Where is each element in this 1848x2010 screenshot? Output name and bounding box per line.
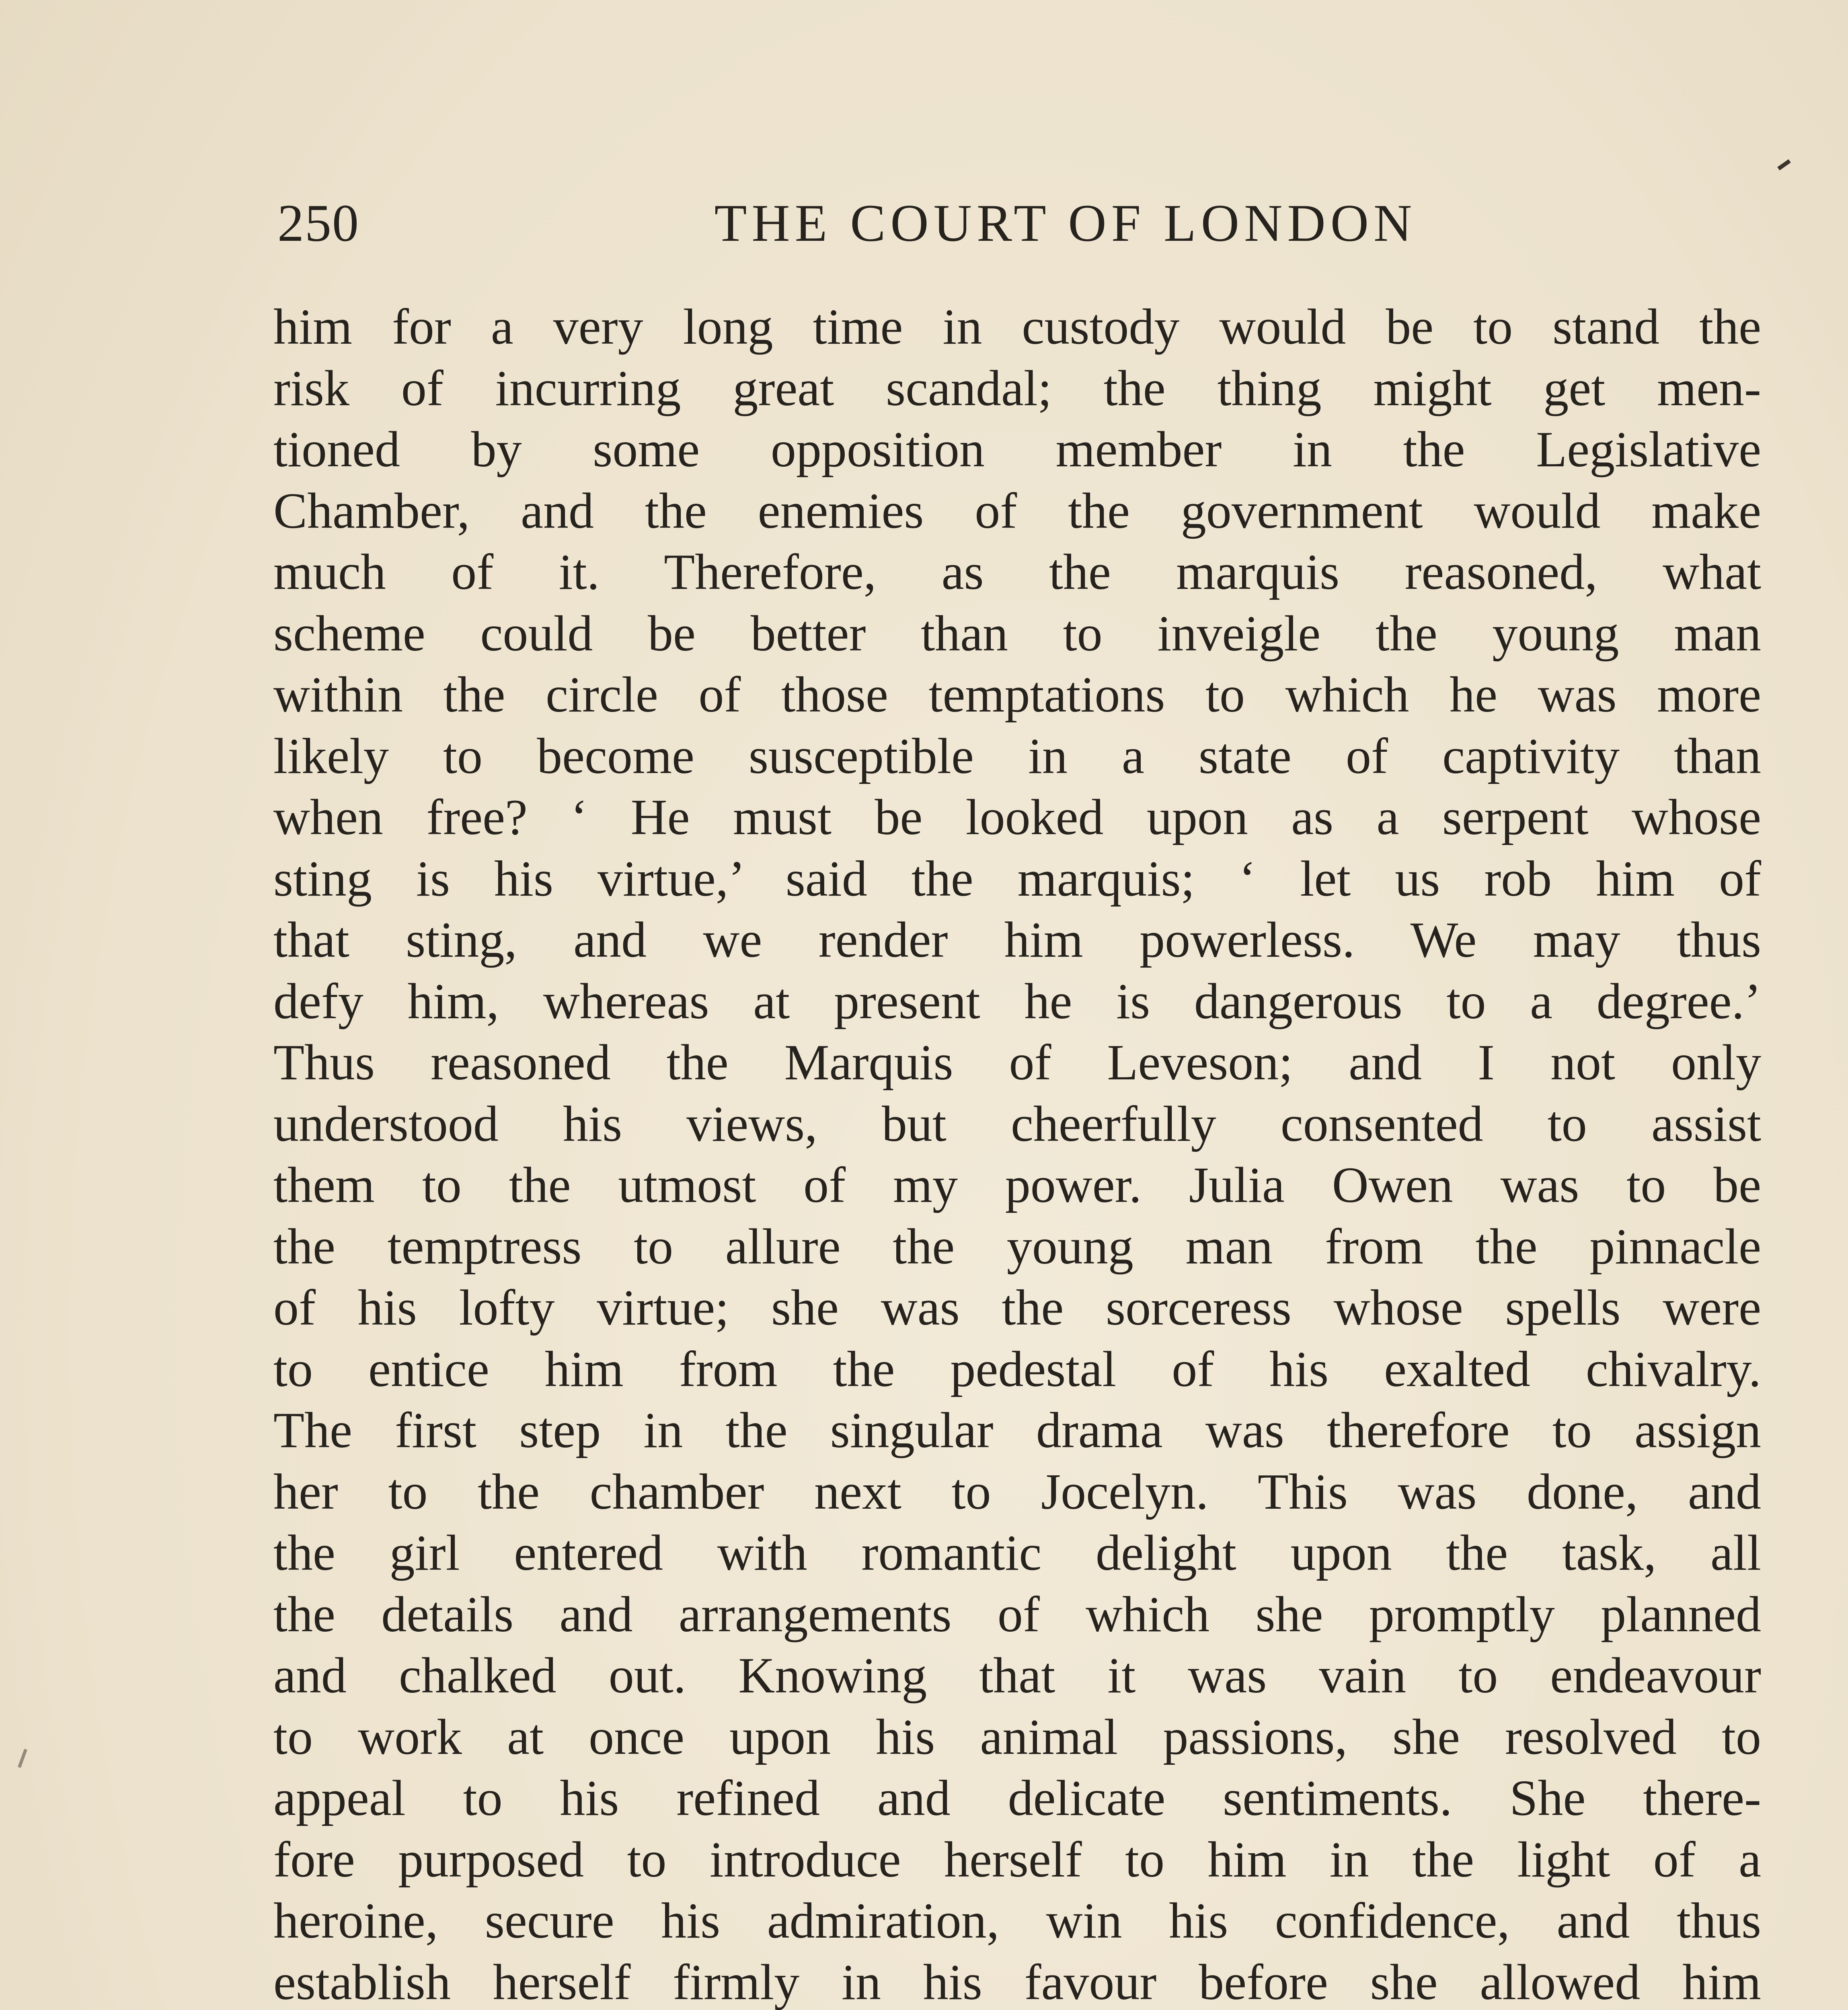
text-line: him for a very long time in custody would be to stand the — [273, 299, 1761, 355]
text-line: to work at once upon his animal passions, she resolved to — [273, 1709, 1761, 1765]
text-line: heroine, secure his admiration, win his confidence, and thus — [273, 1893, 1761, 1949]
text-line: the details and arrangements of which she promptly planned — [273, 1586, 1761, 1643]
text-line: fore purposed to introduce herself to him in the light of a — [273, 1832, 1761, 1888]
text-line: the girl entered with romantic delight upon the task, all — [273, 1525, 1761, 1581]
text-line: tioned by some opposition member in the Legislative — [273, 422, 1761, 478]
text-line: likely to become susceptible in a state of captivity than — [273, 728, 1761, 784]
text-line: defy him, whereas at present he is dangerous to a degree.’ — [273, 973, 1761, 1030]
text-line: appeal to his refined and delicate sentiments. She there- — [273, 1770, 1761, 1826]
text-line: understood his views, but cheerfully consented to assist — [273, 1096, 1761, 1152]
page-number: 250 — [277, 193, 359, 252]
text-line: establish herself firmly in his favour before she allowed him — [273, 1954, 1761, 2010]
text-line: the temptress to allure the young man from the pinnacle — [273, 1218, 1761, 1275]
text-line: of his lofty virtue; she was the sorceress whose spells were — [273, 1280, 1761, 1336]
page-header — [277, 189, 1817, 257]
stray-ink-mark — [18, 1749, 27, 1768]
text-line: them to the utmost of my power. Julia Owen was to be — [273, 1157, 1761, 1213]
text-line: within the circle of those temptations to which he was more — [273, 667, 1761, 723]
text-line: her to the chamber next to Jocelyn. This was done, and — [273, 1464, 1761, 1520]
text-line: much of it. Therefore, as the marquis reasoned, what — [273, 544, 1761, 600]
text-line: when free? ‘ He must be looked upon as a serpent whose — [273, 790, 1761, 845]
text-line: that sting, and we render him powerless. We may thus — [273, 912, 1761, 968]
text-line: and chalked out. Knowing that it was vain to endeavour — [273, 1648, 1761, 1704]
body-text — [273, 297, 1761, 2010]
running-head: THE COURT OF LONDON — [714, 193, 1417, 252]
text-line: scheme could be better than to inveigle the young man — [273, 605, 1761, 662]
text-line: sting is his virtue,’ said the marquis; ‘ let us rob him of — [273, 851, 1761, 907]
text-line: Chamber, and the enemies of the government would make — [273, 483, 1761, 539]
text-line: The first step in the singular drama was therefore to assign — [273, 1403, 1761, 1458]
text-line: Thus reasoned the Marquis of Leveson; and I not only — [273, 1035, 1761, 1091]
stray-ink-mark — [1777, 159, 1791, 170]
text-line: risk of incurring great scandal; the thing might get men- — [273, 360, 1761, 416]
text-line: to entice him from the pedestal of his exalted chivalry. — [273, 1341, 1761, 1397]
